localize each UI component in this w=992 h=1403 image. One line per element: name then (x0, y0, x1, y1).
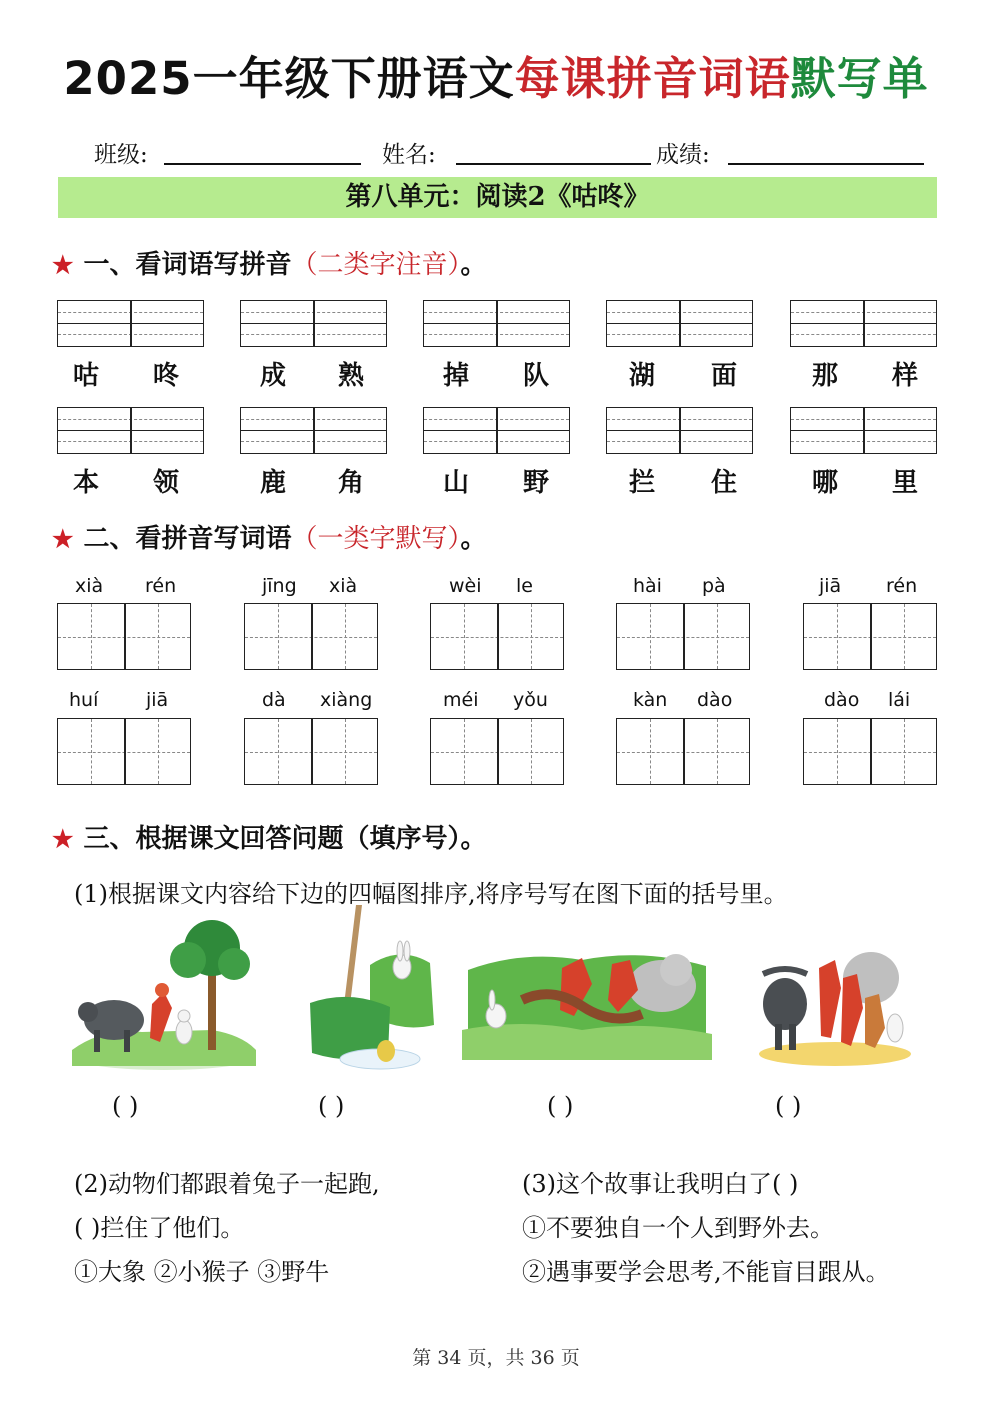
section1-end: 。 (460, 250, 487, 280)
section2-title: 二、看拼音写词语 (83, 524, 292, 554)
pinyin-syllable: wèi (449, 575, 482, 597)
word-char: 那 (812, 361, 839, 391)
pinyin-box[interactable] (423, 300, 570, 347)
pinyin-syllable: pà (702, 575, 726, 597)
story-illustration-2 (290, 905, 440, 1077)
section2-end: 。 (460, 524, 487, 554)
score-field[interactable] (728, 163, 924, 165)
class-label: 班级: (94, 142, 148, 168)
pinyin-syllable: hài (633, 575, 662, 597)
word-char: 队 (523, 361, 550, 391)
title-part3: 默写单 (790, 52, 929, 105)
word-char: 熟 (338, 361, 365, 391)
score-label: 成绩: (656, 142, 710, 168)
word-char: 咚 (153, 361, 180, 391)
section1-heading (52, 244, 487, 281)
character-grid[interactable] (57, 718, 191, 785)
word-char: 角 (338, 468, 365, 498)
answer-bracket[interactable]: ( ) (112, 1092, 139, 1120)
section3-title: 三、根据课文回答问题（填序号）。 (83, 824, 487, 854)
pinyin-syllable: rén (886, 575, 918, 597)
word-char: 野 (523, 468, 550, 498)
word-char: 住 (711, 468, 738, 498)
character-grid[interactable] (430, 718, 564, 785)
pinyin-syllable: dào (697, 689, 733, 711)
star-icon: ★ (52, 250, 74, 279)
character-grid[interactable] (430, 603, 564, 670)
pinyin-box[interactable] (240, 407, 387, 454)
word-char: 咕 (73, 361, 100, 391)
pinyin-syllable: lái (888, 689, 911, 711)
word-char: 哪 (812, 468, 839, 498)
question-3-option1: ①不要独自一个人到野外去。 (522, 1214, 834, 1242)
section1-title: 一、看词语写拼音 (83, 250, 292, 280)
name-field[interactable] (456, 163, 651, 165)
answer-bracket[interactable]: ( ) (547, 1092, 574, 1120)
word-char: 里 (892, 468, 919, 498)
character-grid[interactable] (616, 603, 750, 670)
character-grid[interactable] (244, 603, 378, 670)
word-char: 面 (711, 361, 738, 391)
section1-note: （二类字注音） (291, 250, 461, 280)
word-char: 湖 (629, 361, 656, 391)
pinyin-syllable: xiàng (320, 689, 373, 711)
title-part1: 2025一年级下册语文 (63, 52, 515, 105)
pinyin-syllable: huí (69, 689, 99, 711)
question-3-option2: ②遇事要学会思考,不能盲目跟从。 (522, 1258, 890, 1286)
story-illustration-1 (72, 920, 256, 1072)
pinyin-box[interactable] (240, 300, 387, 347)
class-field[interactable] (164, 163, 361, 165)
pinyin-box[interactable] (790, 300, 937, 347)
question-2-line2: ( )拦住了他们。 (74, 1214, 245, 1242)
pinyin-box[interactable] (57, 407, 204, 454)
character-grid[interactable] (803, 718, 937, 785)
page-footer: 第 34 页，共 36 页 (412, 1347, 580, 1369)
pinyin-syllable: xià (75, 575, 104, 597)
pinyin-syllable: rén (145, 575, 177, 597)
pinyin-syllable: kàn (633, 689, 668, 711)
unit-banner: 第八单元：阅读2《咕咚》 (58, 177, 937, 218)
pinyin-syllable: yǒu (513, 689, 548, 711)
character-grid[interactable] (244, 718, 378, 785)
section3-heading (52, 818, 487, 855)
pinyin-syllable: jiā (146, 689, 169, 711)
character-grid[interactable] (803, 603, 937, 670)
word-char: 领 (153, 468, 180, 498)
question-2-line1: (2)动物们都跟着兔子一起跑, (74, 1170, 380, 1198)
pinyin-syllable: le (516, 575, 533, 597)
word-char: 掉 (443, 361, 470, 391)
word-char: 山 (443, 468, 470, 498)
question-1: (1)根据课文内容给下边的四幅图排序,将序号写在图下面的括号里。 (74, 880, 788, 908)
character-grid[interactable] (616, 718, 750, 785)
question-3-line1: (3)这个故事让我明白了( ) (522, 1170, 799, 1198)
pinyin-syllable: méi (443, 689, 479, 711)
star-icon: ★ (52, 824, 74, 853)
pinyin-syllable: xià (329, 575, 358, 597)
story-illustration-4 (755, 938, 915, 1068)
pinyin-syllable: dào (824, 689, 860, 711)
answer-bracket[interactable]: ( ) (775, 1092, 802, 1120)
pinyin-syllable: jīng (262, 575, 297, 597)
section2-note: （一类字默写） (291, 524, 461, 554)
pinyin-box[interactable] (606, 407, 753, 454)
pinyin-box[interactable] (423, 407, 570, 454)
pinyin-box[interactable] (790, 407, 937, 454)
name-label: 姓名: (382, 142, 436, 168)
word-char: 样 (892, 361, 919, 391)
answer-bracket[interactable]: ( ) (318, 1092, 345, 1120)
character-grid[interactable] (57, 603, 191, 670)
story-illustration-3 (462, 930, 712, 1065)
pinyin-syllable: jiā (819, 575, 842, 597)
pinyin-syllable: dà (262, 689, 286, 711)
star-icon: ★ (52, 524, 74, 553)
word-char: 鹿 (260, 468, 287, 498)
title-part2: 每课拼音词语 (514, 52, 791, 105)
word-char: 本 (73, 468, 100, 498)
word-char: 成 (260, 361, 287, 391)
page-title (0, 44, 992, 114)
pinyin-box[interactable] (57, 300, 204, 347)
pinyin-box[interactable] (606, 300, 753, 347)
question-2-options: ①大象 ②小猴子 ③野牛 (74, 1258, 330, 1286)
word-char: 拦 (629, 468, 656, 498)
section2-heading (52, 518, 487, 555)
